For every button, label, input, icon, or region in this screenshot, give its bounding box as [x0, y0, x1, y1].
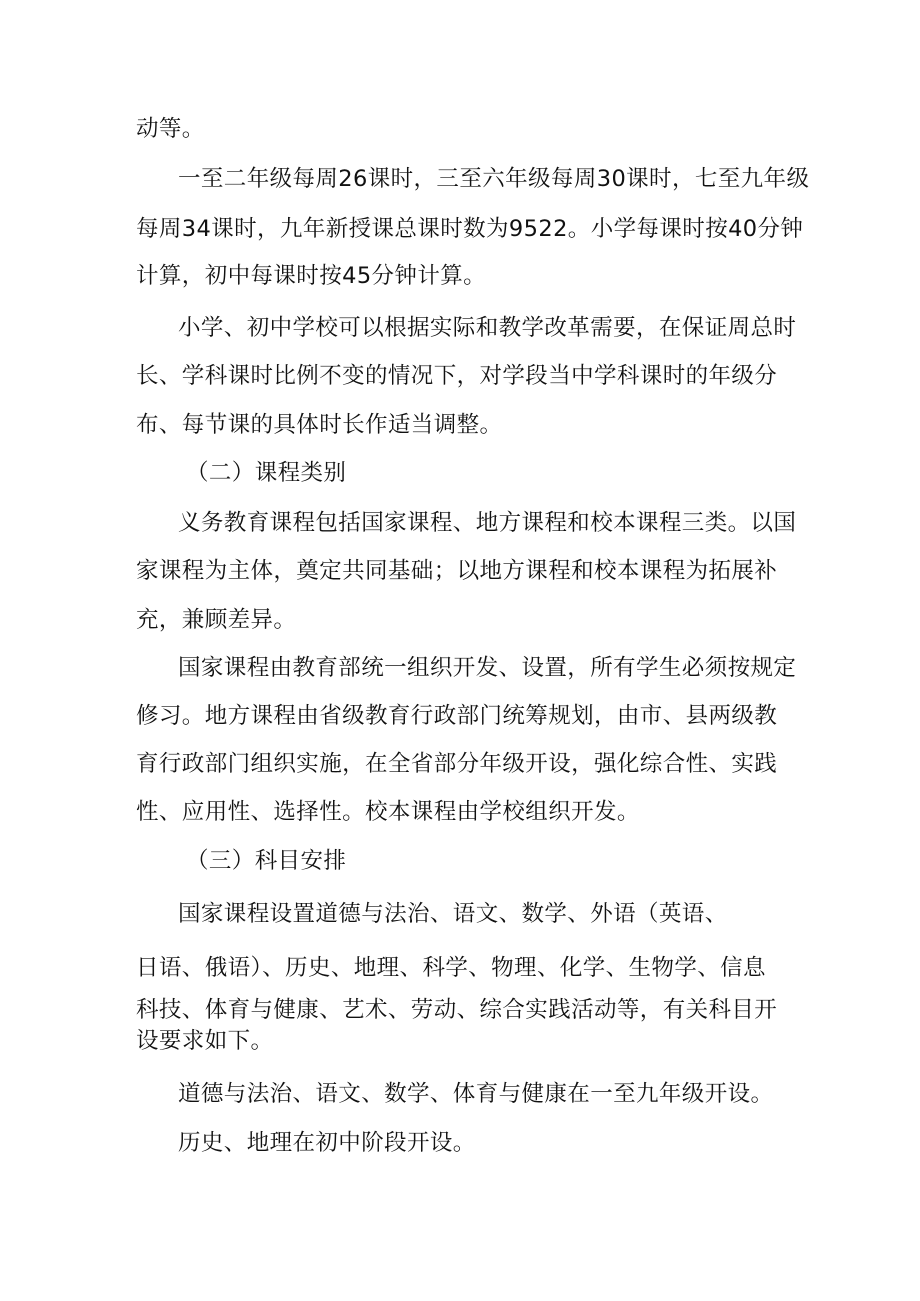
text-line: 国家课程设置道德与法治、语文、数学、外语（英语、 [178, 901, 728, 927]
text-line: 修习。地方课程由省级教育行政部门统筹规划，由市、县两级教 [136, 703, 778, 729]
text-line: 设要求如下。 [136, 1028, 274, 1054]
text-line: 国家课程由教育部统一组织开发、设置，所有学生必须按规定 [178, 655, 797, 681]
text-line: 小学、初中学校可以根据实际和教学改革需要，在保证周总时 [178, 315, 797, 341]
text-line: 家课程为主体，奠定共同基础；以地方课程和校本课程为拓展补 [136, 558, 778, 584]
section-heading: （三）科目安排 [186, 848, 347, 874]
text-line: 历史、地理在初中阶段开设。 [178, 1130, 476, 1156]
text-line: 一至二年级每周26课时，三至六年级每周30课时，七至九年级 [178, 166, 810, 192]
section-heading: （二）课程类别 [186, 460, 347, 486]
text-line: 科技、体育与健康、艺术、劳动、综合实践活动等，有关科目开 [136, 997, 778, 1023]
text-line: 计算，初中每课时按45分钟计算。 [136, 263, 487, 289]
text-line: 日语、俄语）、历史、地理、科学、物理、化学、生物学、信息 [136, 955, 766, 981]
text-line: 性、应用性、选择性。校本课程由学校组织开发。 [136, 799, 640, 825]
text-line: 道德与法治、语文、数学、体育与健康在一至九年级开设。 [178, 1081, 774, 1107]
text-line: 长、学科课时比例不变的情况下，对学段当中学科课时的年级分 [136, 363, 778, 389]
text-line: 布、每节课的具体时长作适当调整。 [136, 412, 503, 438]
text-line: 动等。 [136, 116, 205, 142]
text-line: 充，兼顾差异。 [136, 607, 297, 633]
text-line: 育行政部门组织实施，在全省部分年级开设，强化综合性、实践 [136, 751, 778, 777]
text-line: 义务教育课程包括国家课程、地方课程和校本课程三类。以国 [178, 510, 797, 536]
text-line: 每周34课时，九年新授课总课时数为9522。小学每课时按40分钟 [136, 216, 804, 242]
